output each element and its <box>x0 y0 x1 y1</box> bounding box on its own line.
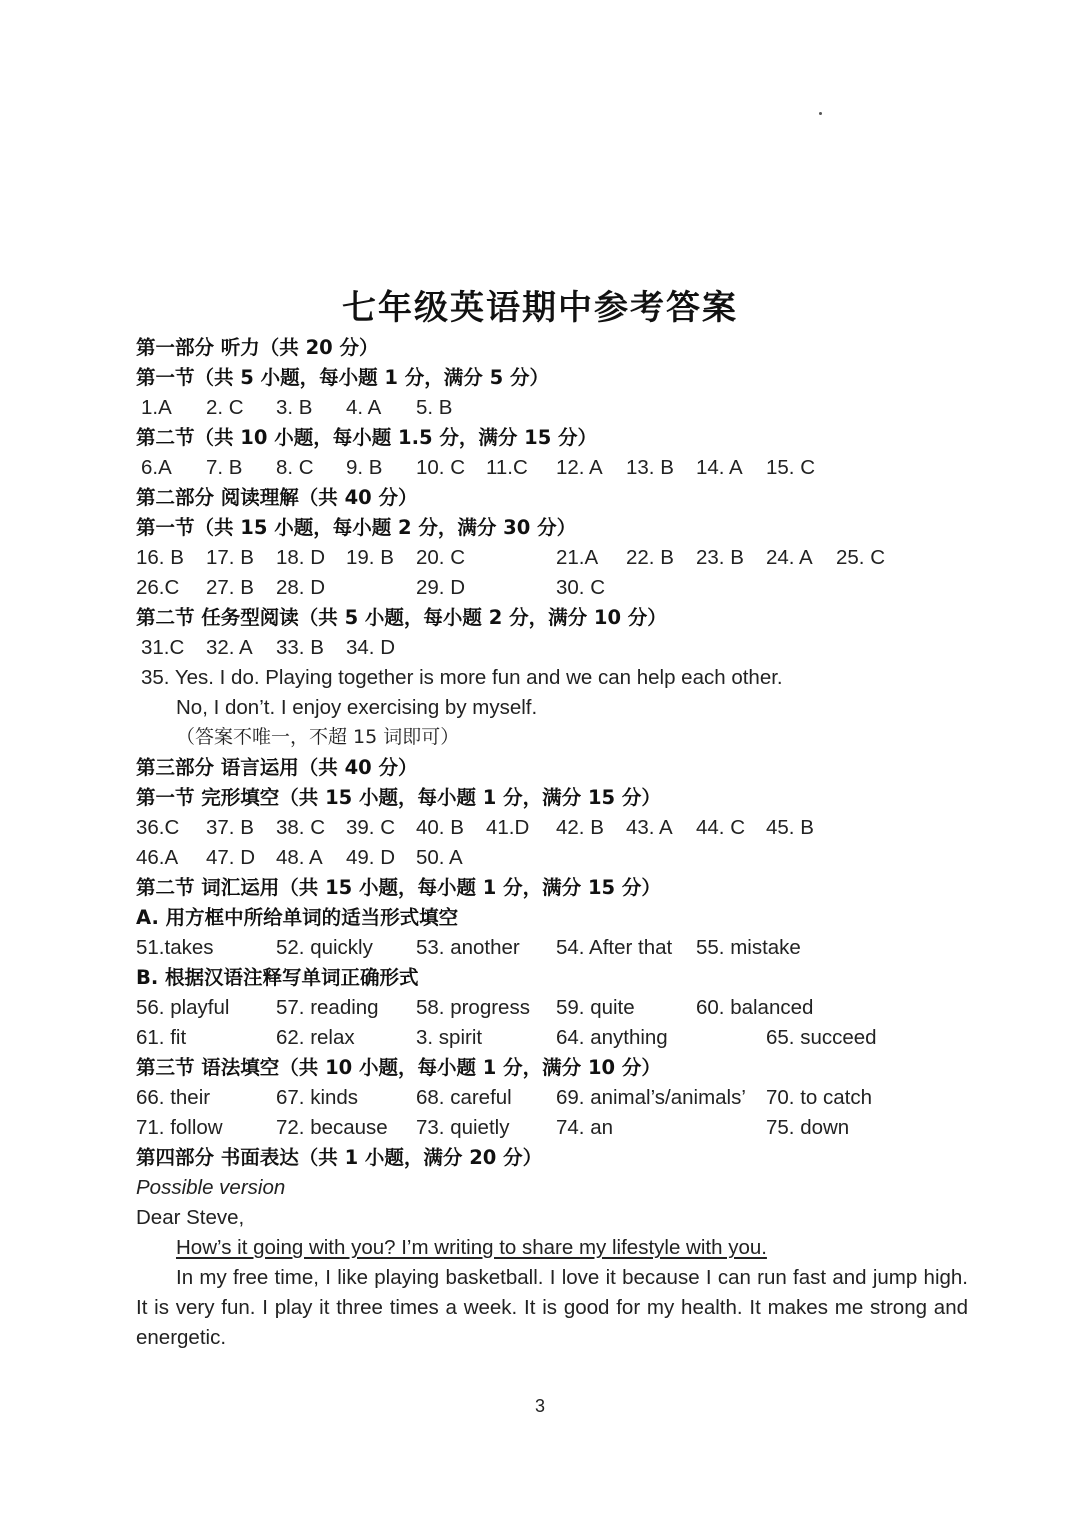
answer-item: 8. C <box>276 456 314 479</box>
answer-item: 34. D <box>346 636 395 659</box>
answer-item: 2. C <box>206 396 244 419</box>
answer-item: 21.A <box>556 546 599 569</box>
answer-item: 24. A <box>766 546 813 569</box>
answer-item: 69. animal’s/animals’ <box>556 1086 746 1109</box>
answer-item: 48. A <box>276 846 323 869</box>
answer-item: 56. playful <box>136 996 230 1019</box>
answer-item: 5. B <box>416 396 453 419</box>
answer-item: 47. D <box>206 846 255 869</box>
answer-item: 44. C <box>696 816 745 839</box>
part1-sec2-heading: 第二节（共 10 小题，每小题 1.5 分，满分 15 分） <box>136 426 598 449</box>
answer-item: 16. B <box>136 546 184 569</box>
answer-item: 50. A <box>416 846 463 869</box>
part3-sec2-a-heading: A. 用方框中所给单词的适当形式填空 <box>136 906 459 929</box>
answer-item: 18. D <box>276 546 325 569</box>
answer-item: 68. careful <box>416 1086 512 1109</box>
answer-item: 27. B <box>206 576 254 599</box>
part4-heading: 第四部分 书面表达（共 1 小题，满分 20 分） <box>136 1146 543 1169</box>
answer-item: 65. succeed <box>766 1026 877 1049</box>
answer-item: 25. C <box>836 546 885 569</box>
answer-item: 62. relax <box>276 1026 355 1049</box>
answer-item: 22. B <box>626 546 674 569</box>
answer-item: 61. fit <box>136 1026 187 1049</box>
answer-item: 64. anything <box>556 1026 668 1049</box>
answer-item: 74. an <box>556 1116 613 1139</box>
letter-opening: How’s it going with you? I’m writing to share my lifestyle with you. <box>176 1236 767 1259</box>
answer-item: 45. B <box>766 816 814 839</box>
answer-item: 57. reading <box>276 996 379 1019</box>
answer-item: 32. A <box>206 636 253 659</box>
answer-item: 41.D <box>486 816 530 839</box>
answer-item: 40. B <box>416 816 464 839</box>
scan-speck <box>819 112 822 115</box>
answer-item: 39. C <box>346 816 395 839</box>
answer-item: 13. B <box>626 456 674 479</box>
q35-note: （答案不唯一，不超 15 词即可） <box>176 726 460 748</box>
answer-item: 53. another <box>416 936 520 959</box>
q35-answer-1: 35. Yes. I do. Playing together is more fun and we can help each other. <box>141 666 783 689</box>
answer-item: 3. spirit <box>416 1026 483 1049</box>
answer-item: 23. B <box>696 546 744 569</box>
answer-item: 19. B <box>346 546 394 569</box>
answer-item: 17. B <box>206 546 254 569</box>
answer-item: 49. D <box>346 846 395 869</box>
answer-item: 9. B <box>346 456 383 479</box>
answer-item: 1.A <box>141 396 172 419</box>
part3-sec2-heading: 第二节 词汇运用（共 15 小题，每小题 1 分，满分 15 分） <box>136 876 661 899</box>
answer-item: 67. kinds <box>276 1086 359 1109</box>
answer-item: 54. After that <box>556 936 673 959</box>
answer-item: 73. quietly <box>416 1116 510 1139</box>
answer-item: 38. C <box>276 816 325 839</box>
answer-item: 59. quite <box>556 996 635 1019</box>
answer-item: 15. C <box>766 456 815 479</box>
answer-item: 66. their <box>136 1086 211 1109</box>
answer-item: 36.C <box>136 816 180 839</box>
answer-item: 70. to catch <box>766 1086 872 1109</box>
answer-item: 43. A <box>626 816 673 839</box>
part3-sec2-b-heading: B. 根据汉语注释写单词正确形式 <box>136 966 419 989</box>
letter-paragraph: In my free time, I like playing basketball. I love it because I can run fast and jump high. It is very fun. I play it three times a week. It is good for my health. It makes me strong and energetic. <box>136 1266 968 1349</box>
answer-item: 31.C <box>141 636 185 659</box>
page-title: 七年级英语期中参考答案 <box>342 288 738 328</box>
answer-item: 46.A <box>136 846 179 869</box>
answer-item: 58. progress <box>416 996 530 1019</box>
answer-item: 30. C <box>556 576 605 599</box>
answer-item: 29. D <box>416 576 465 599</box>
part1-heading: 第一部分 听力（共 20 分） <box>136 336 379 359</box>
answer-item: 26.C <box>136 576 180 599</box>
q35-answer-2: No, I don’t. I enjoy exercising by myself. <box>176 696 538 719</box>
page-number: 3 <box>534 1396 545 1416</box>
part2-sec2-heading: 第二节 任务型阅读（共 5 小题，每小题 2 分，满分 10 分） <box>136 606 667 629</box>
answer-item: 6.A <box>141 456 172 479</box>
answer-item: 28. D <box>276 576 325 599</box>
answer-item: 72. because <box>276 1116 388 1139</box>
part1-sec1-heading: 第一节（共 5 小题，每小题 1 分，满分 5 分） <box>136 366 549 389</box>
answer-item: 10. C <box>416 456 465 479</box>
answer-item: 60. balanced <box>696 996 814 1019</box>
answer-item: 11.C <box>486 456 528 479</box>
answer-item: 37. B <box>206 816 254 839</box>
answer-item: 12. A <box>556 456 603 479</box>
answer-item: 3. B <box>276 396 313 419</box>
answer-item: 52. quickly <box>276 936 373 959</box>
answer-item: 55. mistake <box>696 936 801 959</box>
possible-version-label: Possible version <box>136 1176 286 1199</box>
answer-item: 51.takes <box>136 936 214 959</box>
answer-item: 75. down <box>766 1116 850 1139</box>
part3-heading: 第三部分 语言运用（共 40 分） <box>136 756 418 779</box>
answer-item: 4. A <box>346 396 382 419</box>
part3-sec1-heading: 第一节 完形填空（共 15 小题，每小题 1 分，满分 15 分） <box>136 786 661 809</box>
part2-sec1-heading: 第一节（共 15 小题，每小题 2 分，满分 30 分） <box>136 516 577 539</box>
part3-sec3-heading: 第三节 语法填空（共 10 小题，每小题 1 分，满分 10 分） <box>136 1056 661 1079</box>
letter-salutation: Dear Steve, <box>136 1206 245 1229</box>
answer-item: 14. A <box>696 456 743 479</box>
answer-item: 42. B <box>556 816 604 839</box>
answer-item: 7. B <box>206 456 243 479</box>
answer-item: 71. follow <box>136 1116 223 1139</box>
part2-heading: 第二部分 阅读理解（共 40 分） <box>136 486 418 509</box>
answer-item: 33. B <box>276 636 324 659</box>
answer-item: 20. C <box>416 546 465 569</box>
